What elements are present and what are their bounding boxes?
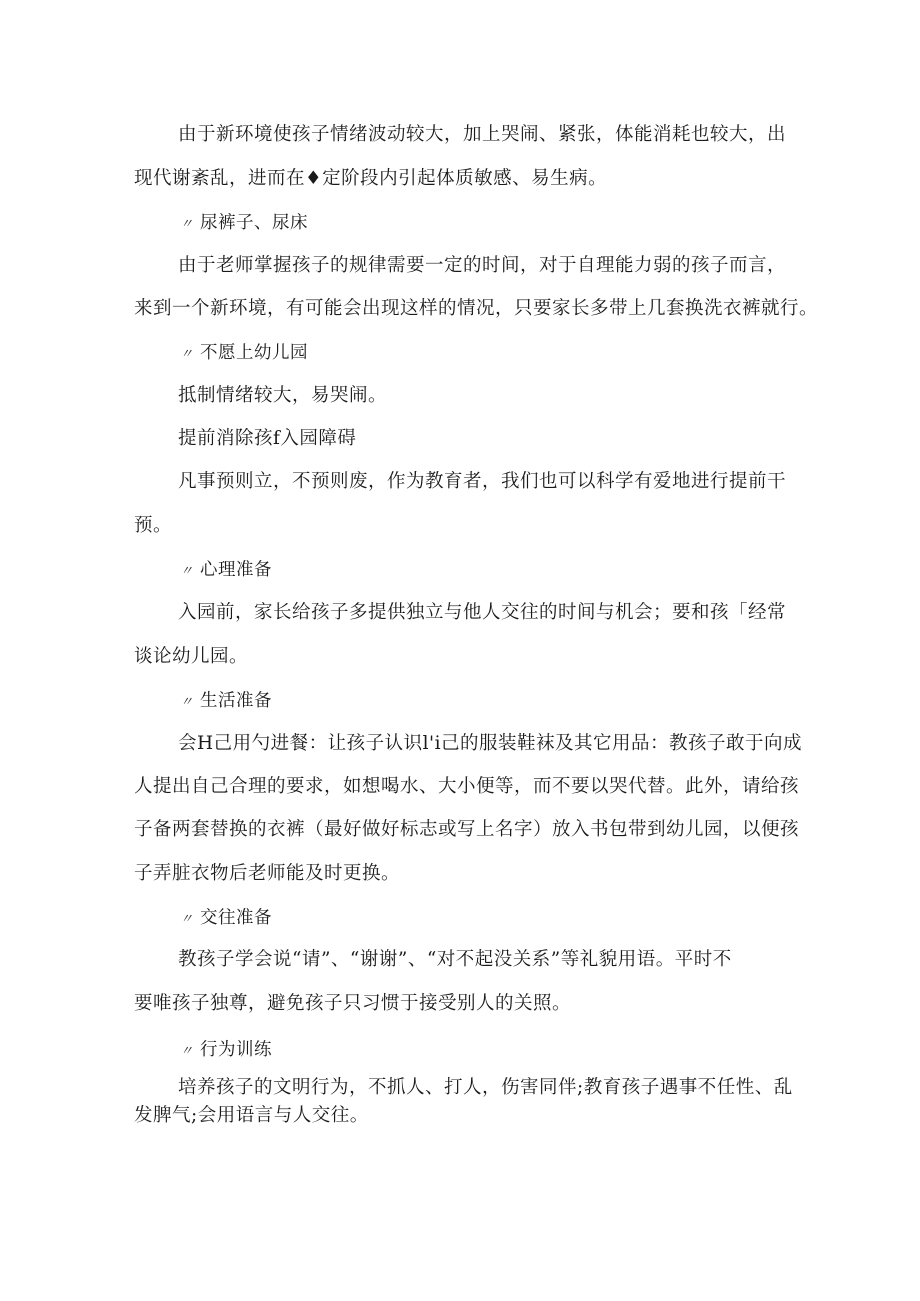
bullet-mark: 〃 xyxy=(180,217,194,232)
section-heading xyxy=(180,1037,840,1065)
section-heading xyxy=(180,210,840,238)
paragraph-line: 会H己用勺进餐：让孩子认识l'i己的服装鞋袜及其它用品：教孩子敢于向成 xyxy=(178,733,803,754)
paragraph-line: 来到一个新环境，有可能会出现这样的情况，只要家长多带上几套换洗衣裤就行。 xyxy=(134,298,819,319)
section-heading xyxy=(180,557,840,585)
paragraph-line: 人提出自己合理的要求，如想喝水、大小便等，而不要以哭代替。此外，请给孩 xyxy=(134,776,800,797)
paragraph-line: 教孩子学会说“请”、“谢谢”、“对不起没关系”等礼貌用语。平时不 xyxy=(178,949,732,970)
heading-text: 行为训练 xyxy=(200,1040,272,1060)
heading-text: 不愿上幼儿园 xyxy=(200,343,308,363)
paragraph-line: 凡事预则立，不预则废，作为教育者，我们也可以科学有爱地进行提前干 xyxy=(178,471,787,492)
heading-text: 生活准备 xyxy=(200,691,272,711)
bullet-mark: 〃 xyxy=(180,347,194,362)
bullet-mark: 〃 xyxy=(180,912,194,927)
heading-text: 交往准备 xyxy=(200,908,272,928)
heading-text: 心理准备 xyxy=(200,560,272,580)
heading-text: 尿裤子、尿床 xyxy=(200,213,308,233)
paragraph-line: 由于老师掌握孩子的规律需要一定的时间，对于自理能力弱的孩子而言， xyxy=(178,255,787,276)
paragraph-line: 发脾气;会用语言与人交往。 xyxy=(134,1105,369,1126)
paragraph-line: 预。 xyxy=(134,515,173,536)
paragraph-line: 由于新环境使孩子情绪波动较大，加上哭闹、紧张，体能消耗也较大，出 xyxy=(178,124,787,145)
paragraph-line: 入园前，家长给孩子多提供独立与他人交往的时间与机会；要和孩「经常 xyxy=(178,602,787,623)
bullet-mark: 〃 xyxy=(180,695,194,710)
paragraph-line: 谈论幼儿园。 xyxy=(134,646,249,667)
section-heading xyxy=(180,905,840,933)
bullet-mark: 〃 xyxy=(180,1044,194,1059)
section-heading xyxy=(180,688,840,716)
paragraph-line: 要唯孩子独尊，避免孩子只习惯于接受别人的关照。 xyxy=(134,993,572,1014)
paragraph-line: 抵制情绪较大，易哭闹。 xyxy=(178,385,388,406)
paragraph-line: 子弄脏衣物后老师能及时更换。 xyxy=(134,863,401,884)
section-title: 提前消除孩f入园障碍 xyxy=(178,428,357,449)
paragraph-line: 现代谢紊乱，进而在♦定阶段内引起体质敏感、易生病。 xyxy=(134,168,608,189)
paragraph-line: 培养孩子的文明行为，不抓人、打人，伤害同伴;教育孩子遇事不任性、乱 xyxy=(178,1077,793,1098)
section-heading xyxy=(180,340,840,368)
paragraph-line: 子备两套替换的衣裤（最好做好标志或写上名字）放入书包带到幼儿园，以便孩 xyxy=(134,819,800,840)
bullet-mark: 〃 xyxy=(180,564,194,579)
